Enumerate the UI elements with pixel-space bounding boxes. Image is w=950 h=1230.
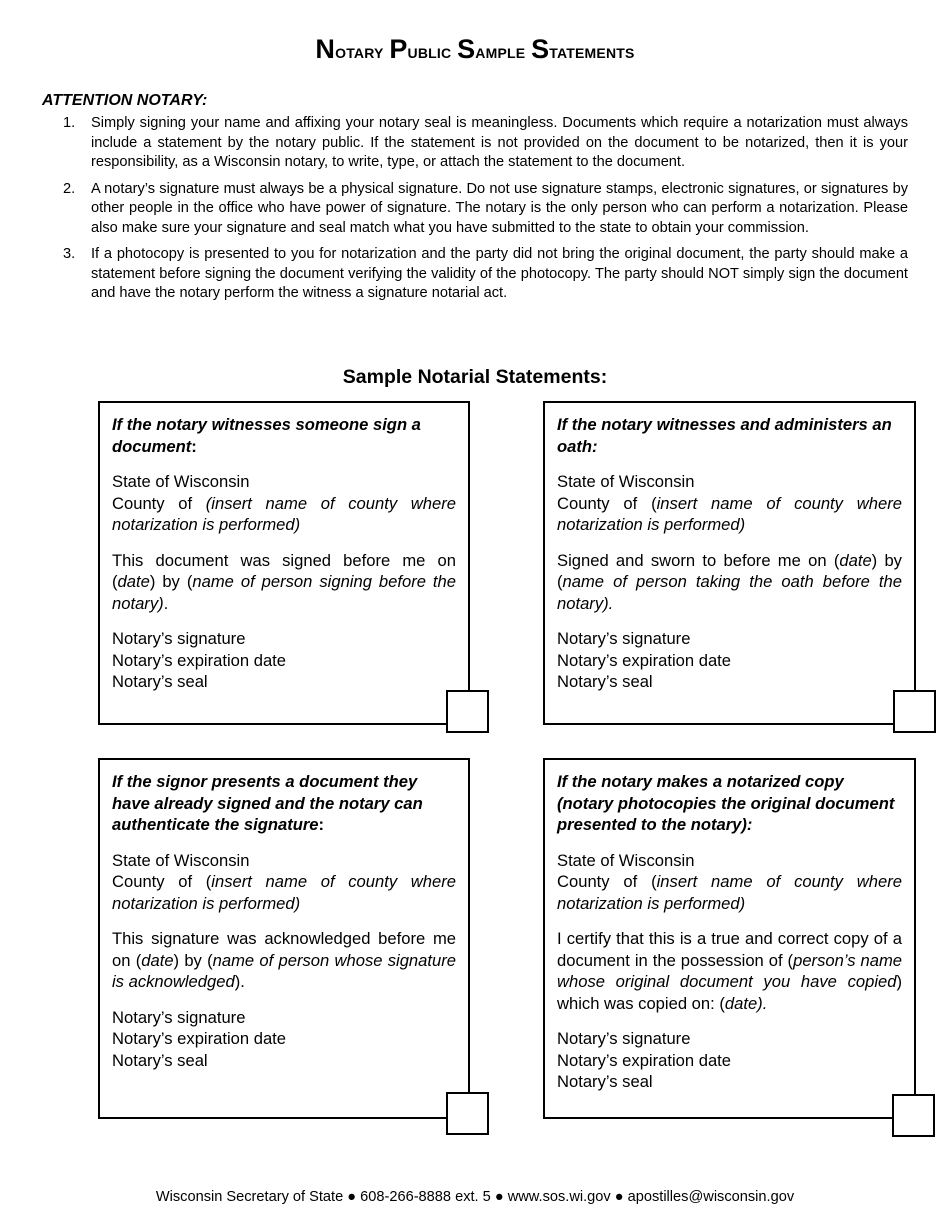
text-segment: : — [318, 815, 325, 834]
text-segment: Signed and sworn to before me on ( — [557, 550, 840, 570]
attention-heading: ATTENTION NOTARY: — [42, 92, 208, 109]
instruction-text: Simply signing your name and affixing your notary seal is meaningless. Documents which require a notarization must always include a statement by the notary public. If the statement is not provided on the document to be notarized, then it is your responsibility, as a Wisconsin notary, to write, type, or attach the statement to the document. — [91, 115, 908, 170]
text-segment: If the notary makes a notarized copy (notary photocopies the original document presented to the notary): — [557, 772, 895, 834]
text-segment: This document was signed before me on ( — [112, 550, 456, 591]
statement-heading — [112, 771, 456, 836]
statement-heading — [557, 771, 902, 836]
instruction-item — [42, 180, 908, 239]
text-segment: I certify that this is a true and correct copy of a document in the possession of ( — [557, 929, 902, 970]
statement-box-oath — [543, 401, 916, 725]
text-segment: If the signor presents a document they have already signed and the notary can authenticate the signature — [112, 772, 423, 834]
text-segment: date). — [724, 993, 768, 1013]
statement-heading — [112, 414, 456, 457]
signature-line: Notary’s signature — [112, 629, 246, 648]
statement-text — [112, 550, 456, 615]
instruction-number: 3. — [63, 246, 76, 262]
state-line: State of Wisconsin — [112, 850, 250, 870]
signature-line: Notary’s seal — [557, 1072, 653, 1091]
statement-text — [557, 550, 902, 615]
venue-block — [112, 471, 456, 536]
title-initial: S — [531, 34, 550, 64]
notary-seal-placeholder — [893, 690, 936, 733]
statement-text — [112, 928, 456, 993]
text-segment: name of person signing before the notary) — [112, 572, 456, 613]
text-segment: date — [839, 550, 872, 570]
signature-line: Notary’s signature — [557, 1029, 691, 1048]
notary-seal-placeholder — [892, 1094, 935, 1137]
text-segment: insert name of county where notarization is performed) — [557, 872, 902, 913]
instruction-text: A notary’s signature must always be a physical signature. Do not use signature stamps, electronic signatures, or signatures by other people in the office who have power of signature. The notary is the only person who can perform a notarization. Please also make sure your signature and seal match what you have submitted to the state to obtain your commission. — [91, 180, 908, 236]
text-segment: ) by ( — [173, 950, 213, 970]
title-word: ublic — [407, 41, 458, 63]
sample-statements-heading: Sample Notarial Statements: — [342, 366, 608, 388]
signature-line: Notary’s expiration date — [112, 650, 287, 670]
signature-line: Notary’s seal — [557, 672, 653, 691]
title-initial: S — [457, 34, 476, 64]
state-line: State of Wisconsin — [557, 472, 695, 491]
text-segment: If the notary witnesses someone sign a document — [112, 415, 421, 456]
state-line: State of Wisconsin — [112, 472, 250, 491]
instruction-number: 2. — [63, 180, 76, 197]
notary-seal-placeholder — [446, 1092, 489, 1135]
signature-block — [112, 1007, 456, 1072]
title-word: tatements — [549, 41, 635, 63]
text-segment: name of person whose signature is acknowledged — [112, 950, 456, 991]
text-segment: County of ( — [557, 493, 657, 513]
text-segment: County of — [112, 493, 206, 513]
footer-contact: Wisconsin Secretary of State ● 608-266-8888 ext. 5 ● www.sos.wi.gov ● apostilles@wisconsin.gov — [155, 1189, 795, 1205]
page-title — [0, 34, 950, 65]
signature-line: Notary’s signature — [557, 629, 691, 648]
statement-text — [557, 928, 902, 1014]
text-segment: ) which was copied on: ( — [557, 972, 902, 1013]
venue-block — [557, 850, 902, 915]
text-segment: ) by ( — [149, 572, 193, 591]
text-segment: person’s name whose original document you have copied — [557, 950, 902, 991]
text-segment: date — [117, 572, 150, 591]
text-segment: County of ( — [112, 872, 212, 891]
title-word: ample — [475, 41, 532, 63]
venue-block — [557, 471, 902, 536]
statement-box-notarized-copy — [543, 758, 916, 1119]
signature-line: Notary’s seal — [112, 672, 208, 691]
title-initial: P — [389, 34, 408, 64]
signature-block — [557, 1028, 902, 1093]
signature-line: Notary’s expiration date — [557, 1050, 732, 1070]
instruction-item — [42, 114, 908, 173]
statement-box-witness-signature — [98, 401, 470, 725]
text-segment: insert name of county where notarization is performed) — [112, 872, 456, 913]
signature-line: Notary’s signature — [112, 1007, 246, 1027]
text-segment: ) by ( — [557, 550, 902, 591]
signature-line: Notary’s expiration date — [557, 650, 732, 670]
text-segment: This signature was acknowledged before me on ( — [112, 929, 456, 970]
text-segment: If the notary witnesses and administers an oath: — [557, 415, 892, 456]
instructions-list — [42, 114, 908, 311]
text-segment: ). — [234, 972, 245, 991]
text-segment: date — [141, 950, 174, 970]
statement-heading — [557, 414, 902, 457]
signature-block — [557, 628, 902, 693]
signature-block — [112, 628, 456, 693]
instruction-number: 1. — [63, 115, 76, 131]
instruction-text: If a photocopy is presented to you for notarization and the party did not bring the original document, the party should make a statement before signing the document verifying the validity of the photocopy. The party should NOT simply sign the document and have the notary perform the witness a signature notarial act. — [91, 246, 908, 301]
title-word: otary — [335, 41, 390, 63]
text-segment: (insert name of county where notarization is performed) — [112, 493, 456, 534]
text-segment: name of person taking the oath before the notary). — [557, 572, 902, 613]
instruction-item — [42, 245, 908, 304]
state-line: State of Wisconsin — [557, 850, 695, 870]
notary-seal-placeholder — [446, 690, 489, 733]
statement-box-acknowledgment — [98, 758, 470, 1119]
signature-line: Notary’s seal — [112, 1050, 208, 1070]
signature-line: Notary’s expiration date — [112, 1029, 287, 1048]
venue-block — [112, 850, 456, 915]
text-segment: : — [191, 436, 197, 456]
text-segment: County of ( — [557, 872, 657, 891]
text-segment: insert name of county where notarization is performed) — [557, 493, 902, 534]
title-initial: N — [315, 34, 336, 64]
text-segment: . — [163, 593, 169, 613]
